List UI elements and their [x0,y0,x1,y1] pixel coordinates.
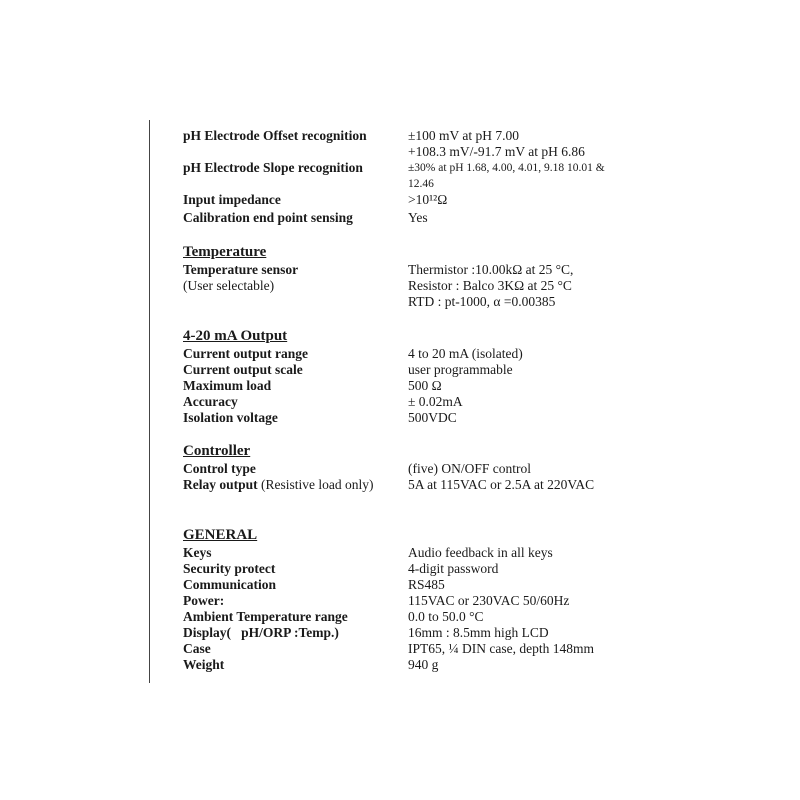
left-margin-rule [149,120,150,683]
section-heading-output: 4-20 mA Output [183,328,288,344]
spec-label: Weight [183,657,225,672]
spec-value: user programmable [408,362,513,377]
spec-label: Current output range [183,346,309,361]
spec-value: Yes [408,210,428,225]
spec-label: Ambient Temperature range [183,609,348,624]
spec-label: Maximum load [183,378,272,393]
spec-value: (five) ON/OFF control [408,461,531,476]
spec-row-ph-slope [183,160,783,194]
spec-label: Input impedance [183,192,281,207]
spec-value: 500VDC [408,410,457,425]
spec-value: Thermistor :10.00kΩ at 25 °C, Resistor : Balco 3KΩ at 25 °C RTD : pt-1000, α =0.00385 [408,262,574,309]
spec-value: ± 0.02mA [408,394,463,409]
spec-label: Calibration end point sensing [183,210,353,225]
spec-value: ±30% at pH 1.68, 4.00, 4.01, 9.18 10.01 & 12.46 [408,162,605,190]
spec-label: Communication [183,577,277,592]
spec-value: 500 Ω [408,378,442,393]
spec-value: RS485 [408,577,445,592]
spec-label: Current output scale [183,362,303,377]
spec-label: Power: [183,593,225,608]
spec-value: 5A at 115VAC or 2.5A at 220VAC [408,477,595,492]
spec-label: Temperature sensor [183,262,299,277]
spec-value: Audio feedback in all keys [408,545,553,560]
spec-label: Display( pH/ORP :Temp.) [183,625,339,640]
section-heading-temperature: Temperature [183,244,267,260]
spec-value: 940 g [408,657,439,672]
spec-label: Case [183,641,211,656]
spec-label: pH Electrode Offset recognition [183,128,367,143]
spec-value: ±100 mV at pH 7.00 +108.3 mV/-91.7 mV at pH 6.86 [408,128,585,159]
spec-label [183,477,374,493]
spec-value: 4 to 20 mA (isolated) [408,346,523,361]
section-heading-general: GENERAL [183,527,258,543]
spec-label: Isolation voltage [183,410,278,425]
spec-label: Control type [183,461,256,476]
spec-sub-label: (User selectable) [183,278,275,293]
spec-label: Accuracy [183,394,238,409]
spec-value: >10¹²Ω [408,192,448,207]
spec-label: pH Electrode Slope recognition [183,160,363,175]
spec-value: 4-digit password [408,561,499,576]
spec-row-ph-offset [183,128,783,162]
spec-row-temperature-sensor [183,262,783,312]
spec-label: Keys [183,545,212,560]
spec-value: 115VAC or 230VAC 50/60Hz [408,593,570,608]
spec-label: Security protect [183,561,276,576]
spec-value: 16mm : 8.5mm high LCD [408,625,549,640]
spec-label-note: (Resistive load only) [257,477,374,492]
section-heading-controller: Controller [183,443,251,459]
spec-label-main: Relay output [183,477,258,492]
spec-value: 0.0 to 50.0 °C [408,609,484,624]
spec-value: IPT65, ¼ DIN case, depth 148mm [408,641,594,656]
